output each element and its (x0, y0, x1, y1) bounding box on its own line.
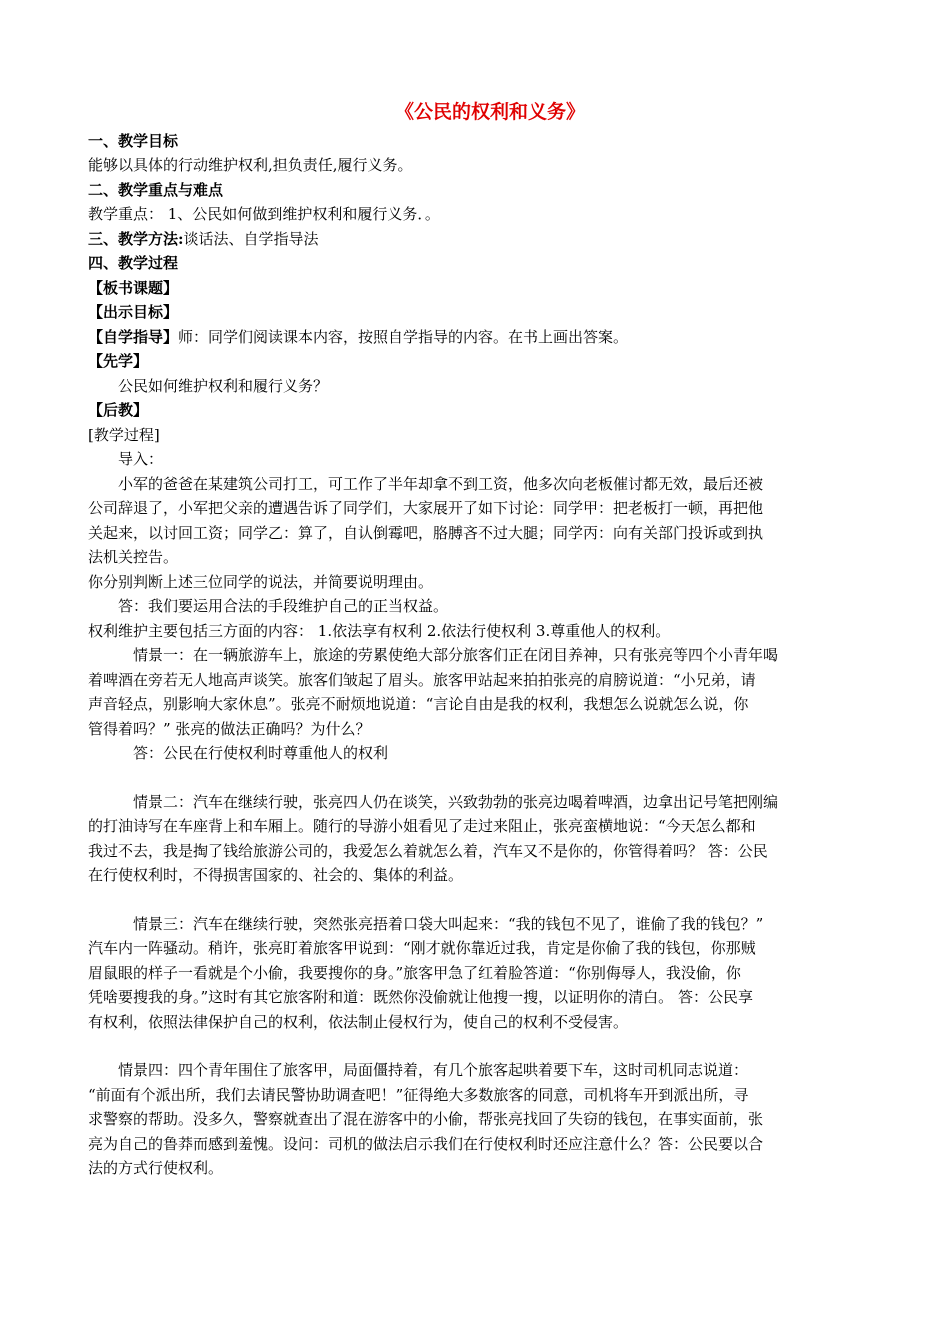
scene4-line-1: 情景四：四个青年围住了旅客甲，局面僵持着，有几个旅客起哄着要下车，这时司机同志说道： (118, 1061, 749, 1079)
judge-question: 你分别判断上述三位同学的说法，并简要说明理由。 (88, 572, 434, 591)
scene2-line-2: 的打油诗写在车座背上和车厢上。随行的导游小姐看见了走过来阻止，张亮蛮横地说：“今天怎么都和 (88, 817, 756, 835)
section-heading-methods: 三、教学方法: (88, 229, 184, 248)
after-teach-label: 【后教】 (88, 401, 149, 419)
scene1-line-4: 管得着吗？” 张亮的做法正确吗？为什么？ (88, 719, 371, 738)
first-learn-label: 【先学】 (88, 352, 149, 370)
spacer (88, 888, 862, 912)
scene3-line-2: 汽车内一阵骚动。稍许，张亮盯着旅客甲说到：“刚才就你靠近过我，肯定是你偷了我的钱包，你那贼 (88, 939, 756, 957)
first-learn-question: 公民如何维护权利和履行义务？ (118, 376, 329, 395)
goals-text: 能够以具体的行动维护权利,担负责任,履行义务。 (88, 156, 413, 174)
self-study-line (88, 325, 862, 350)
scene3-line-4: 凭啥要搜我的身。”这时有其它旅客附和道：既然你没偷就让他搜一搜，以证明你的清白。 答：公民享 (88, 988, 753, 1006)
scene2-line-4: 在行使权利时，不得损害国家的、社会的、集体的利益。 (88, 866, 464, 884)
show-goal-label: 【出示目标】 (88, 303, 179, 321)
scene4-line-4: 亮为自己的鲁莽而感到羞愧。设问：司机的做法启示我们在行使权利时还应注意什么？答：公民要以合 (88, 1134, 764, 1153)
judge-answer: 答：我们要运用合法的手段维护自己的正当权益。 (118, 597, 449, 615)
intro-label: 导入： (118, 450, 164, 468)
scene1-line-2: 着啤酒在旁若无人地高声谈笑。旅客们皱起了眉头。旅客甲站起来拍拍张亮的肩膀说道：“小兄弟，请 (88, 670, 756, 689)
key-points-text: 教学重点： 1、公民如何做到维护权利和履行义务．。 (88, 205, 440, 223)
document-page (88, 100, 862, 1181)
process-label: [教学过程] (88, 425, 160, 444)
scene2-line-1: 情景二：汽车在继续行驶，张亮四人仍在谈笑，兴致勃勃的张亮边喝着啤酒，边拿出记号笔把刚编 (133, 792, 779, 811)
scene4-line-5: 法的方式行使权利。 (88, 1159, 224, 1177)
story-line-4: 法机关控告。 (88, 548, 179, 566)
scene4-line-2: “前面有个派出所，我们去请民警协助调查吧！”征得绝大多数旅客的同意，司机将车开到派出所，寻 (88, 1085, 749, 1104)
scene1-line-3: 声音轻点，别影响大家休息”。张亮不耐烦地说道：“言论自由是我的权利，我想怎么说就怎么说，你 (88, 695, 749, 713)
scene1-line-1: 情景一：在一辆旅游车上，旅途的劳累使绝大部分旅客们正在闭目养神，只有张亮等四个小青年喝 (133, 646, 779, 664)
methods-line (88, 227, 862, 252)
scene1-answer: 答：公民在行使权利时尊重他人的权利 (133, 744, 389, 762)
section-heading-goals: 一、教学目标 (88, 131, 179, 150)
doc-title: 《公民的权利和义务》 (394, 101, 585, 123)
self-study-label: 【自学指导】 (88, 327, 179, 346)
scene2-line-3: 我过不去，我是掏了钱给旅游公司的，我爱怎么着就怎么着，汽车又不是你的，你管得着吗？ 答：公民 (88, 841, 768, 860)
self-study-text: 师：同学们阅读课本内容，按照自学指导的内容。在书上画出答案。 (178, 327, 629, 346)
spacer (88, 766, 862, 790)
scene3-line-3: 眉鼠眼的样子一看就是个小偷，我要搜你的身。”旅客甲急了红着脸答道：“你别侮辱人，我没偷，你 (88, 963, 741, 982)
story-line-1: 小军的爸爸在某建筑公司打工，可工作了半年却拿不到工资，他多次向老板催讨都无效，最后还被 (118, 474, 764, 493)
spacer (88, 1034, 862, 1058)
section-heading-key-points: 二、教学重点与难点 (88, 180, 224, 199)
section-heading-process: 四、教学过程 (88, 254, 179, 272)
rights-content: 权利维护主要包括三方面的内容： 1.依法享有权利 2.依法行使权利 3.尊重他人的权利。 (88, 621, 671, 640)
scene4-line-3: 求警察的帮助。没多久，警察就查出了混在游客中的小偷，帮张亮找回了失窃的钱包，在事实面前，张 (88, 1110, 764, 1128)
board-title-label: 【板书课题】 (88, 278, 179, 297)
story-line-2: 公司辞退了，小军把父亲的遭遇告诉了同学们，大家展开了如下讨论：同学甲：把老板打一顿，再把他 (88, 499, 764, 517)
scene3-line-1: 情景三：汽车在继续行驶，突然张亮捂着口袋大叫起来：“我的钱包不见了，谁偷了我的钱包？” (133, 914, 764, 933)
story-line-3: 关起来，以讨回工资；同学乙：算了，自认倒霉吧，胳膊吝不过大腿；同学丙：向有关部门投诉或到执 (88, 523, 764, 542)
methods-text: 谈话法、自学指导法 (183, 229, 319, 248)
scene3-line-5: 有权利，依照法律保护自己的权利，依法制止侵权行为，使自己的权利不受侵害。 (88, 1012, 629, 1031)
